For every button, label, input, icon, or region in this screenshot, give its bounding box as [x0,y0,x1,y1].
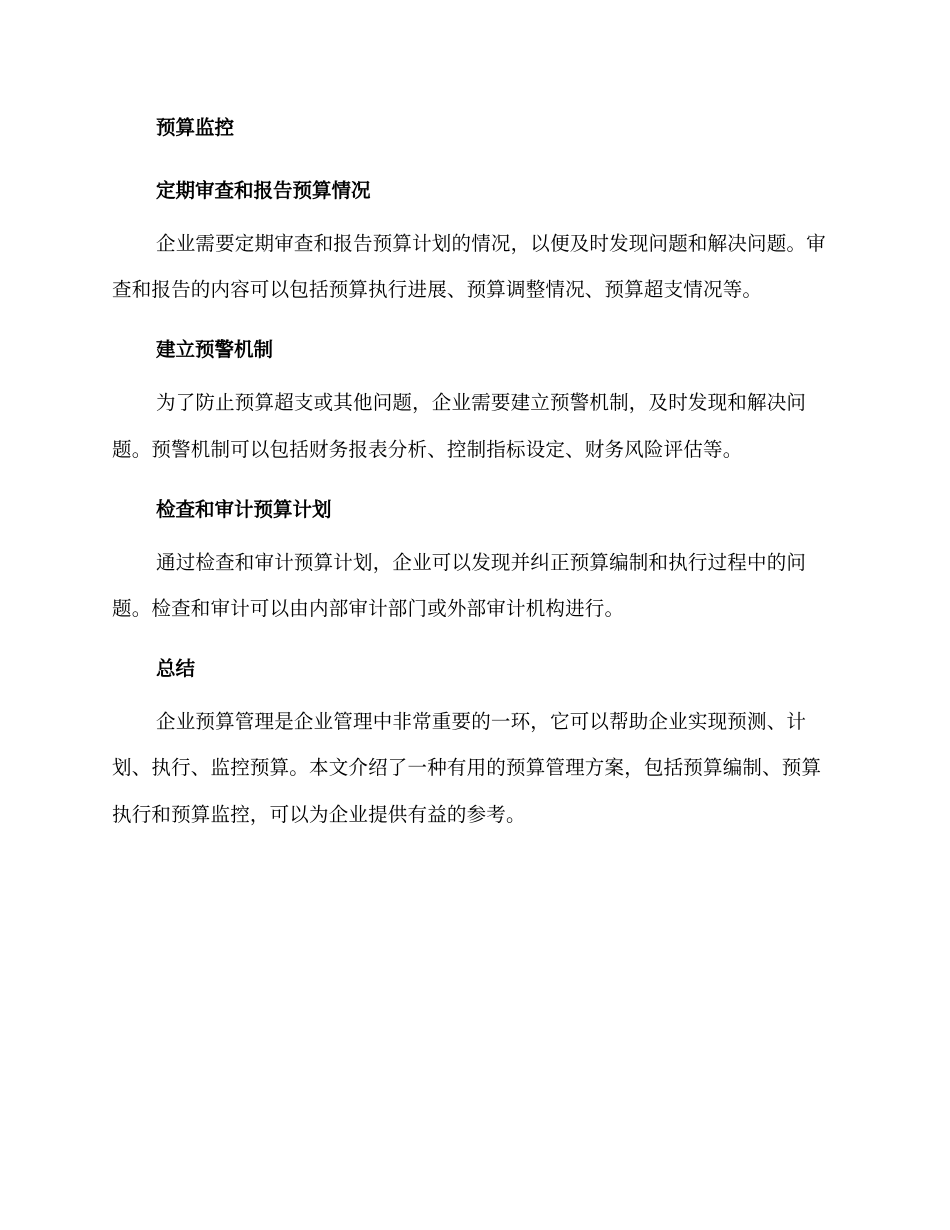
subheading-early-warning: 建立预警机制 [156,338,274,362]
subheading-audit: 检查和审计预算计划 [156,497,332,521]
subheading-periodic-review: 定期审查和报告预算情况 [156,179,371,202]
paragraph-summary: 企业预算管理是企业管理中非常重要的一环，它可以帮助企业实现预测、计划、执行、监控预算。本文介绍了一种有用的预算管理方案，包括预算编制、预算执行和预算监控，可以为企业提供有益的参考。 [112,710,822,826]
subheading-summary: 总结 [156,657,196,681]
paragraph-audit: 通过检查和审计预算计划，企业可以发现并纠正预算编制和执行过程中的问题。检查和审计可以由内部审计部门或外部审计机构进行。 [112,550,807,621]
paragraph-early-warning: 为了防止预算超支或其他问题，企业需要建立预警机制，及时发现和解决问题。预警机制可以包括财务报表分析、控制指标设定、财务风险评估等。 [112,391,807,461]
paragraph-periodic-review: 企业需要定期审查和报告预算计划的情况，以便及时发现问题和解决问题。审查和报告的内容可以包括预算执行进展、预算调整情况、预算超支情况等。 [112,232,826,302]
section-title: 预算监控 [156,116,235,139]
